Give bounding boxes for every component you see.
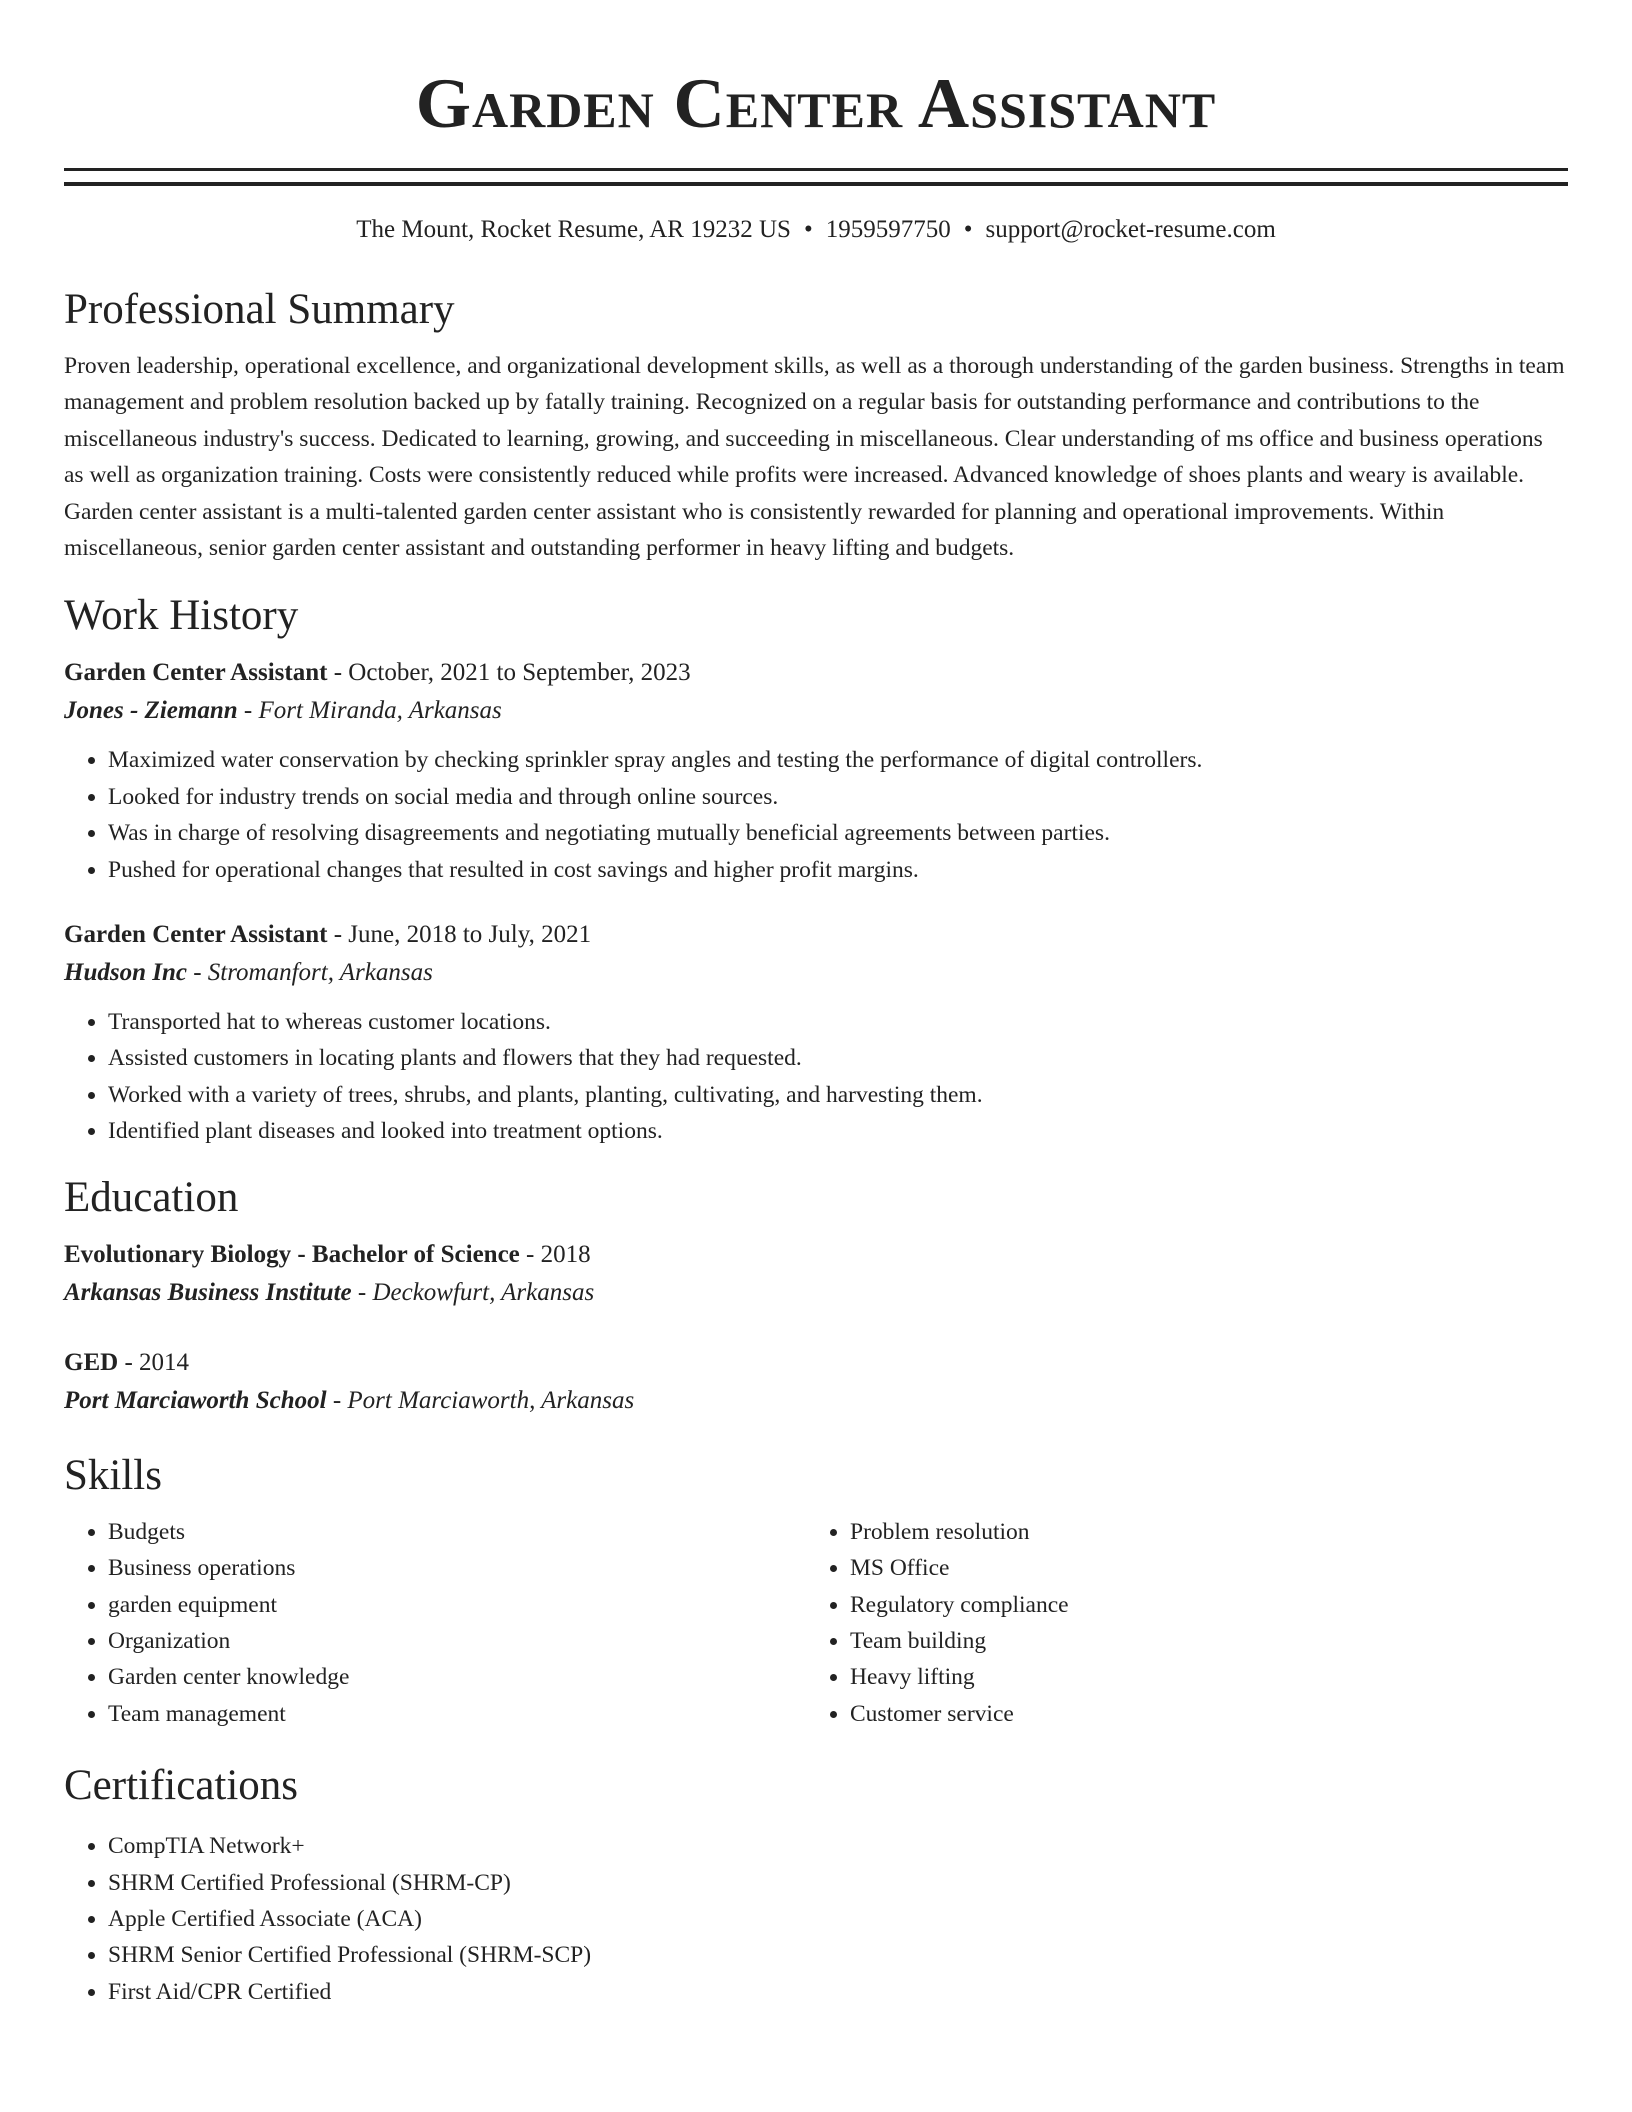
contact-email: support@rocket-resume.com bbox=[985, 216, 1276, 243]
summary-heading: Professional Summary bbox=[64, 286, 455, 333]
degree-line bbox=[64, 1236, 1568, 1274]
skill-item: • Business operations bbox=[108, 1550, 806, 1586]
skill-item: • Team building bbox=[850, 1623, 1568, 1659]
job-location: - Fort Miranda, Arkansas bbox=[237, 697, 502, 725]
contact-separator: • bbox=[963, 216, 973, 243]
skills-list-right bbox=[806, 1514, 1568, 1732]
contact-address: The Mount, Rocket Resume, AR 19232 US bbox=[356, 216, 791, 243]
school-line bbox=[64, 1274, 1568, 1312]
job-duties-list bbox=[64, 1004, 1568, 1150]
skill-item: • Problem resolution bbox=[850, 1514, 1568, 1550]
resume-name: Garden Center Assistant bbox=[415, 65, 1217, 143]
skill-item: • Budgets bbox=[108, 1514, 806, 1550]
degree-name: Evolutionary Biology - Bachelor of Science bbox=[64, 1240, 520, 1268]
list-item: • Transported hat to whereas customer locations. bbox=[108, 1004, 1568, 1040]
contact-line bbox=[64, 214, 1568, 246]
education-entry bbox=[64, 1344, 1568, 1420]
skill-item: • Heavy lifting bbox=[850, 1659, 1568, 1695]
job-company-line bbox=[64, 692, 1568, 730]
certification-item: • First Aid/CPR Certified bbox=[108, 1974, 1568, 2010]
list-item: • Assisted customers in locating plants and flowers that they had requested. bbox=[108, 1040, 1568, 1076]
certifications-heading: Certifications bbox=[64, 1762, 299, 1810]
school-location: - Deckowfurt, Arkansas bbox=[351, 1278, 595, 1306]
list-item: • Maximized water conservation by checking sprinkler spray angles and testing the performance of digital controllers. bbox=[108, 742, 1568, 778]
summary-text: Proven leadership, operational excellence, and organizational development skills, as well as a thorough understanding of the garden business. Strengths in team management and problem resolution backed up by fatally training. Recognized on a regular basis for outstanding performance and contributions to the miscellaneous industry's success. Dedicated to learning, growing, and succeeding in miscellaneous. Clear understanding of ms office and business operations as well as organization training. Costs were consistently reduced while profits were increased. Advanced knowledge of shoes plants and weary is available. Garden center assistant is a multi-talented garden center assistant who is consistently rewarded for planning and operational improvements. Within miscellaneous, senior garden center assistant and outstanding performer in heavy lifting and budgets. bbox=[64, 353, 1565, 562]
contact-phone: 1959597750 bbox=[825, 216, 951, 243]
degree-line bbox=[64, 1344, 1568, 1382]
certification-item: • SHRM Senior Certified Professional (SHRM-SCP) bbox=[108, 1937, 1568, 1973]
list-item: • Identified plant diseases and looked into treatment options. bbox=[108, 1113, 1568, 1149]
job-title-line bbox=[64, 654, 1568, 692]
degree-year: - 2018 bbox=[519, 1240, 591, 1268]
skills-list-left bbox=[64, 1514, 806, 1732]
job-company: Jones - Ziemann bbox=[64, 697, 238, 725]
skills-heading: Skills bbox=[64, 1451, 162, 1499]
job-role: Garden Center Assistant bbox=[64, 921, 328, 949]
job-company-line bbox=[64, 954, 1568, 992]
skills-columns bbox=[64, 1514, 1568, 1732]
skill-item: • Organization bbox=[108, 1623, 806, 1659]
education-heading: Education bbox=[64, 1173, 239, 1221]
header-double-rule bbox=[64, 168, 1568, 186]
job-duties-list bbox=[64, 742, 1568, 888]
degree-year: - 2014 bbox=[118, 1348, 190, 1376]
list-item: • Looked for industry trends on social media and through online sources. bbox=[108, 779, 1568, 815]
job-company: Hudson Inc bbox=[64, 959, 187, 987]
list-item: • Pushed for operational changes that resulted in cost savings and higher profit margins. bbox=[108, 852, 1568, 888]
job-dates: - October, 2021 to September, 2023 bbox=[327, 659, 691, 687]
skill-item: • Regulatory compliance bbox=[850, 1587, 1568, 1623]
certification-item: • SHRM Certified Professional (SHRM-CP) bbox=[108, 1865, 1568, 1901]
certifications-list bbox=[64, 1828, 1568, 2010]
skill-item: • Customer service bbox=[850, 1696, 1568, 1732]
work-history-heading: Work History bbox=[64, 592, 299, 640]
list-item: • Was in charge of resolving disagreements and negotiating mutually beneficial agreements between parties. bbox=[108, 815, 1568, 851]
skill-item: • MS Office bbox=[850, 1550, 1568, 1586]
job-title-line bbox=[64, 916, 1568, 954]
certification-item: • CompTIA Network+ bbox=[108, 1828, 1568, 1864]
skill-item: • garden equipment bbox=[108, 1587, 806, 1623]
school-name: Port Marciaworth School bbox=[64, 1386, 327, 1414]
skill-item: • Garden center knowledge bbox=[108, 1659, 806, 1695]
job-location: - Stromanfort, Arkansas bbox=[186, 959, 433, 987]
job-dates: - June, 2018 to July, 2021 bbox=[327, 921, 592, 949]
school-line bbox=[64, 1382, 1568, 1420]
certification-item: • Apple Certified Associate (ACA) bbox=[108, 1901, 1568, 1937]
job-entry bbox=[64, 916, 1568, 1150]
contact-separator: • bbox=[803, 216, 813, 243]
list-item: • Worked with a variety of trees, shrubs, and plants, planting, cultivating, and harvesting them. bbox=[108, 1077, 1568, 1113]
education-entry bbox=[64, 1236, 1568, 1312]
job-role: Garden Center Assistant bbox=[64, 659, 328, 687]
job-entry bbox=[64, 654, 1568, 888]
school-name: Arkansas Business Institute bbox=[64, 1278, 352, 1306]
degree-name: GED bbox=[64, 1348, 119, 1376]
skill-item: • Team management bbox=[108, 1696, 806, 1732]
school-location: - Port Marciaworth, Arkansas bbox=[326, 1386, 635, 1414]
